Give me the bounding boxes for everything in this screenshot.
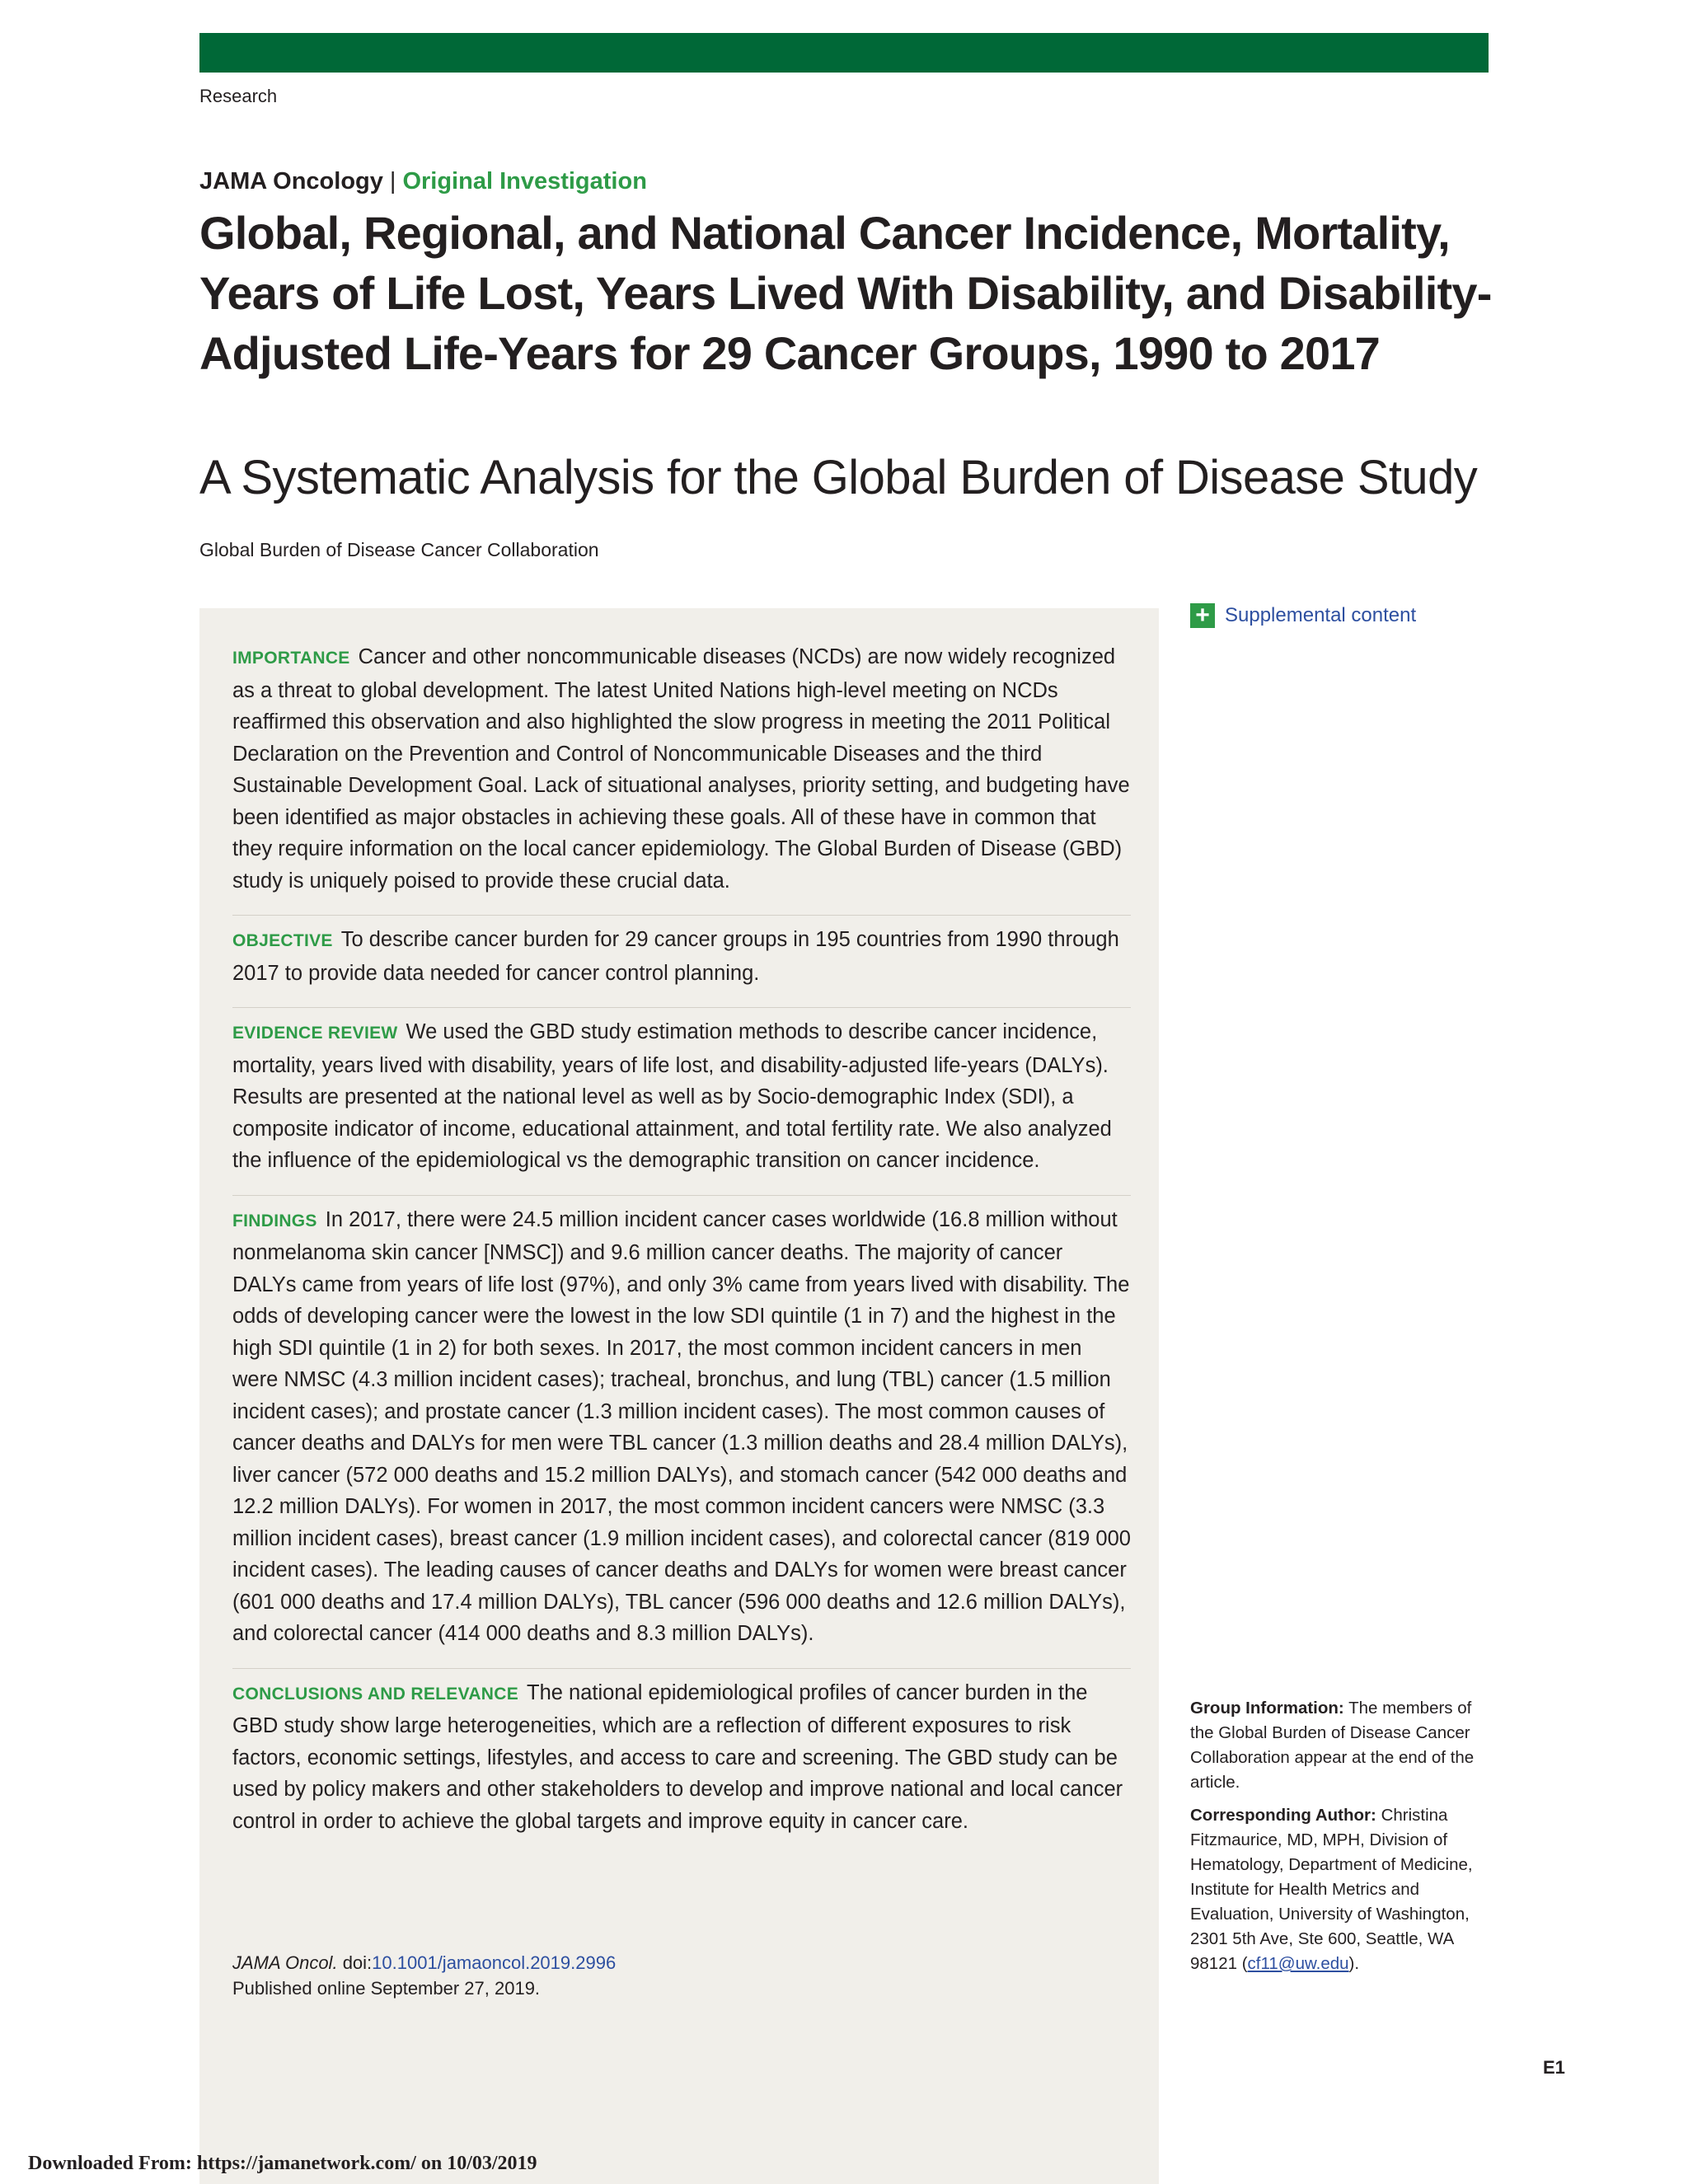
group-information [1190,1696,1495,1795]
group-info-label: Group Information: [1190,1699,1344,1718]
published-date: Published online September 27, 2019. [232,1978,541,1999]
doi-link[interactable]: 10.1001/jamaoncol.2019.2996 [372,1952,617,1973]
article-subtitle: A Systematic Analysis for the Global Burden of Disease Study [199,451,1478,504]
journal-separator: | [389,168,396,194]
email-link[interactable]: cf11@uw.edu [1247,1954,1349,1973]
abstract-conclusions [232,1669,1131,1856]
abstract-text: The national epidemiological profiles of cancer burden in the GBD study show large heterogeneities, which are a reflection of different exposures to risk factors, economic settings, lifestyles, and access to care and screening. The GBD study can be used by policy makers and other stakeholders to develop and improve national and local cancer control in order to achieve the global targets and improve equity in cancer care. [232,1680,1123,1833]
journal-abbreviation: JAMA Oncol. [232,1952,338,1973]
article-type: Original Investigation [402,168,647,194]
abstract-heading: EVIDENCE REVIEW [232,1024,398,1043]
journal-line [199,168,647,195]
download-footer: Downloaded From: https://jamanetwork.com/ on 10/03/2019 [28,2153,537,2174]
abstract-text: To describe cancer burden for 29 cancer groups in 195 countries from 1990 through 2017 to provide data needed for cancer control planning. [232,928,1119,985]
abstract-box [199,608,1159,2184]
abstract-heading: IMPORTANCE [232,649,350,668]
plus-icon: + [1190,603,1215,628]
corresponding-author [1190,1803,1495,1976]
abstract-objective [232,916,1131,1008]
corresponding-text: Christina Fitzmaurice, MD, MPH, Division of Hematology, Department of Medicine, Institute for Health Metrics and Evaluation, University of Washington, 2301 5th Ave, Ste 600, Seattle, WA 98121 ( [1190,1806,1473,1973]
supplemental-content-link[interactable] [1190,603,1416,628]
corresponding-label: Corresponding Author: [1190,1806,1376,1825]
supplemental-content-label[interactable]: Supplemental content [1225,604,1417,626]
page-number: E1 [1543,2057,1565,2078]
abstract-heading: FINDINGS [232,1211,317,1230]
abstract-text: In 2017, there were 24.5 million incident cancer cases worldwide (16.8 million without nonmelanoma skin cancer [NMSC]) and 9.6 million cancer deaths. The majority of cancer DALYs came from years of life lost (97%), and only 3% came from years lived with disability. The odds of developing cancer were the lowest in the low SDI quintile (1 in 7) and the highest in the high SDI quintile (1 in 2) for both sexes. In 2017, the most common incident cancers in men were NMSC (4.3 million incident cases); tracheal, bronchus, and lung (TBL) cancer (1.5 million incident cases); and prostate cancer (1.3 million incident cases). The most common causes of cancer deaths and DALYs for men were TBL cancer (1.3 million deaths and 28.4 million DALYs), liver cancer (572 000 deaths and 15.2 million DALYs), and stomach cancer (542 000 deaths and 12.2 million DALYs). For women in 2017, the most common incident cancers were NMSC (3.3 million incident cases), breast cancer (1.9 million incident cases), and colorectal cancer (819 000 incident cases). The leading causes of cancer deaths and DALYs for women were breast cancer (601 000 deaths and 17.4 million DALYs), TBL cancer (596 000 deaths and 12.6 million DALYs), and colorectal cancer (414 000 deaths and 8.3 million DALYs). [232,1207,1131,1645]
abstract-text: We used the GBD study estimation methods to describe cancer incidence, mortality, years lived with disability, years of life lost, and disability-adjusted life-years (DALYs). Results are presented at the national level as well as by Socio-demographic Index (SDI), a composite indicator of income, educational attainment, and total fertility rate. We also analyzed the influence of the epidemiological vs the demographic transition on cancer incidence. [232,1020,1112,1172]
doi-prefix: doi: [342,1952,373,1973]
journal-name: JAMA Oncology [199,168,383,194]
abstract [232,633,1131,1855]
abstract-heading: CONCLUSIONS AND RELEVANCE [232,1684,519,1704]
sidebar-info [1190,1696,1495,1985]
abstract-evidence-review [232,1008,1131,1196]
abstract-heading: OBJECTIVE [232,931,333,950]
header-color-bar [199,33,1489,73]
abstract-text: Cancer and other noncommunicable diseases (NCDs) are now widely recognized as a threat to global development. The latest United Nations high-level meeting on NCDs reaffirmed this observation and also highlighted the slow progress in meeting the 2011 Political Declaration on the Prevention and Control of Noncommunicable Diseases and the third Sustainable Development Goal. Lack of situational analyses, priority setting, and budgeting have been identified as major obstacles in achieving these goals. All of these have in common that they require information on the local cancer epidemiology. The Global Burden of Disease (GBD) study is uniquely poised to provide these crucial data. [232,645,1130,893]
citation [232,1950,616,2001]
authors: Global Burden of Disease Cancer Collaboration [199,539,599,560]
group-info-text: The members of the Global Burden of Disease Cancer Collaboration appear at the end of the article. [1190,1699,1475,1792]
article-title: Global, Regional, and National Cancer Incidence, Mortality, Years of Life Lost, Years Lived With Disability, and Disability-Adjusted Life-Years for 29 Cancer Groups, 1990 to 2017 [199,207,1492,379]
abstract-importance [232,633,1131,916]
abstract-findings [232,1196,1131,1669]
corresponding-end: ). [1348,1954,1360,1973]
section-label: Research [199,86,278,106]
